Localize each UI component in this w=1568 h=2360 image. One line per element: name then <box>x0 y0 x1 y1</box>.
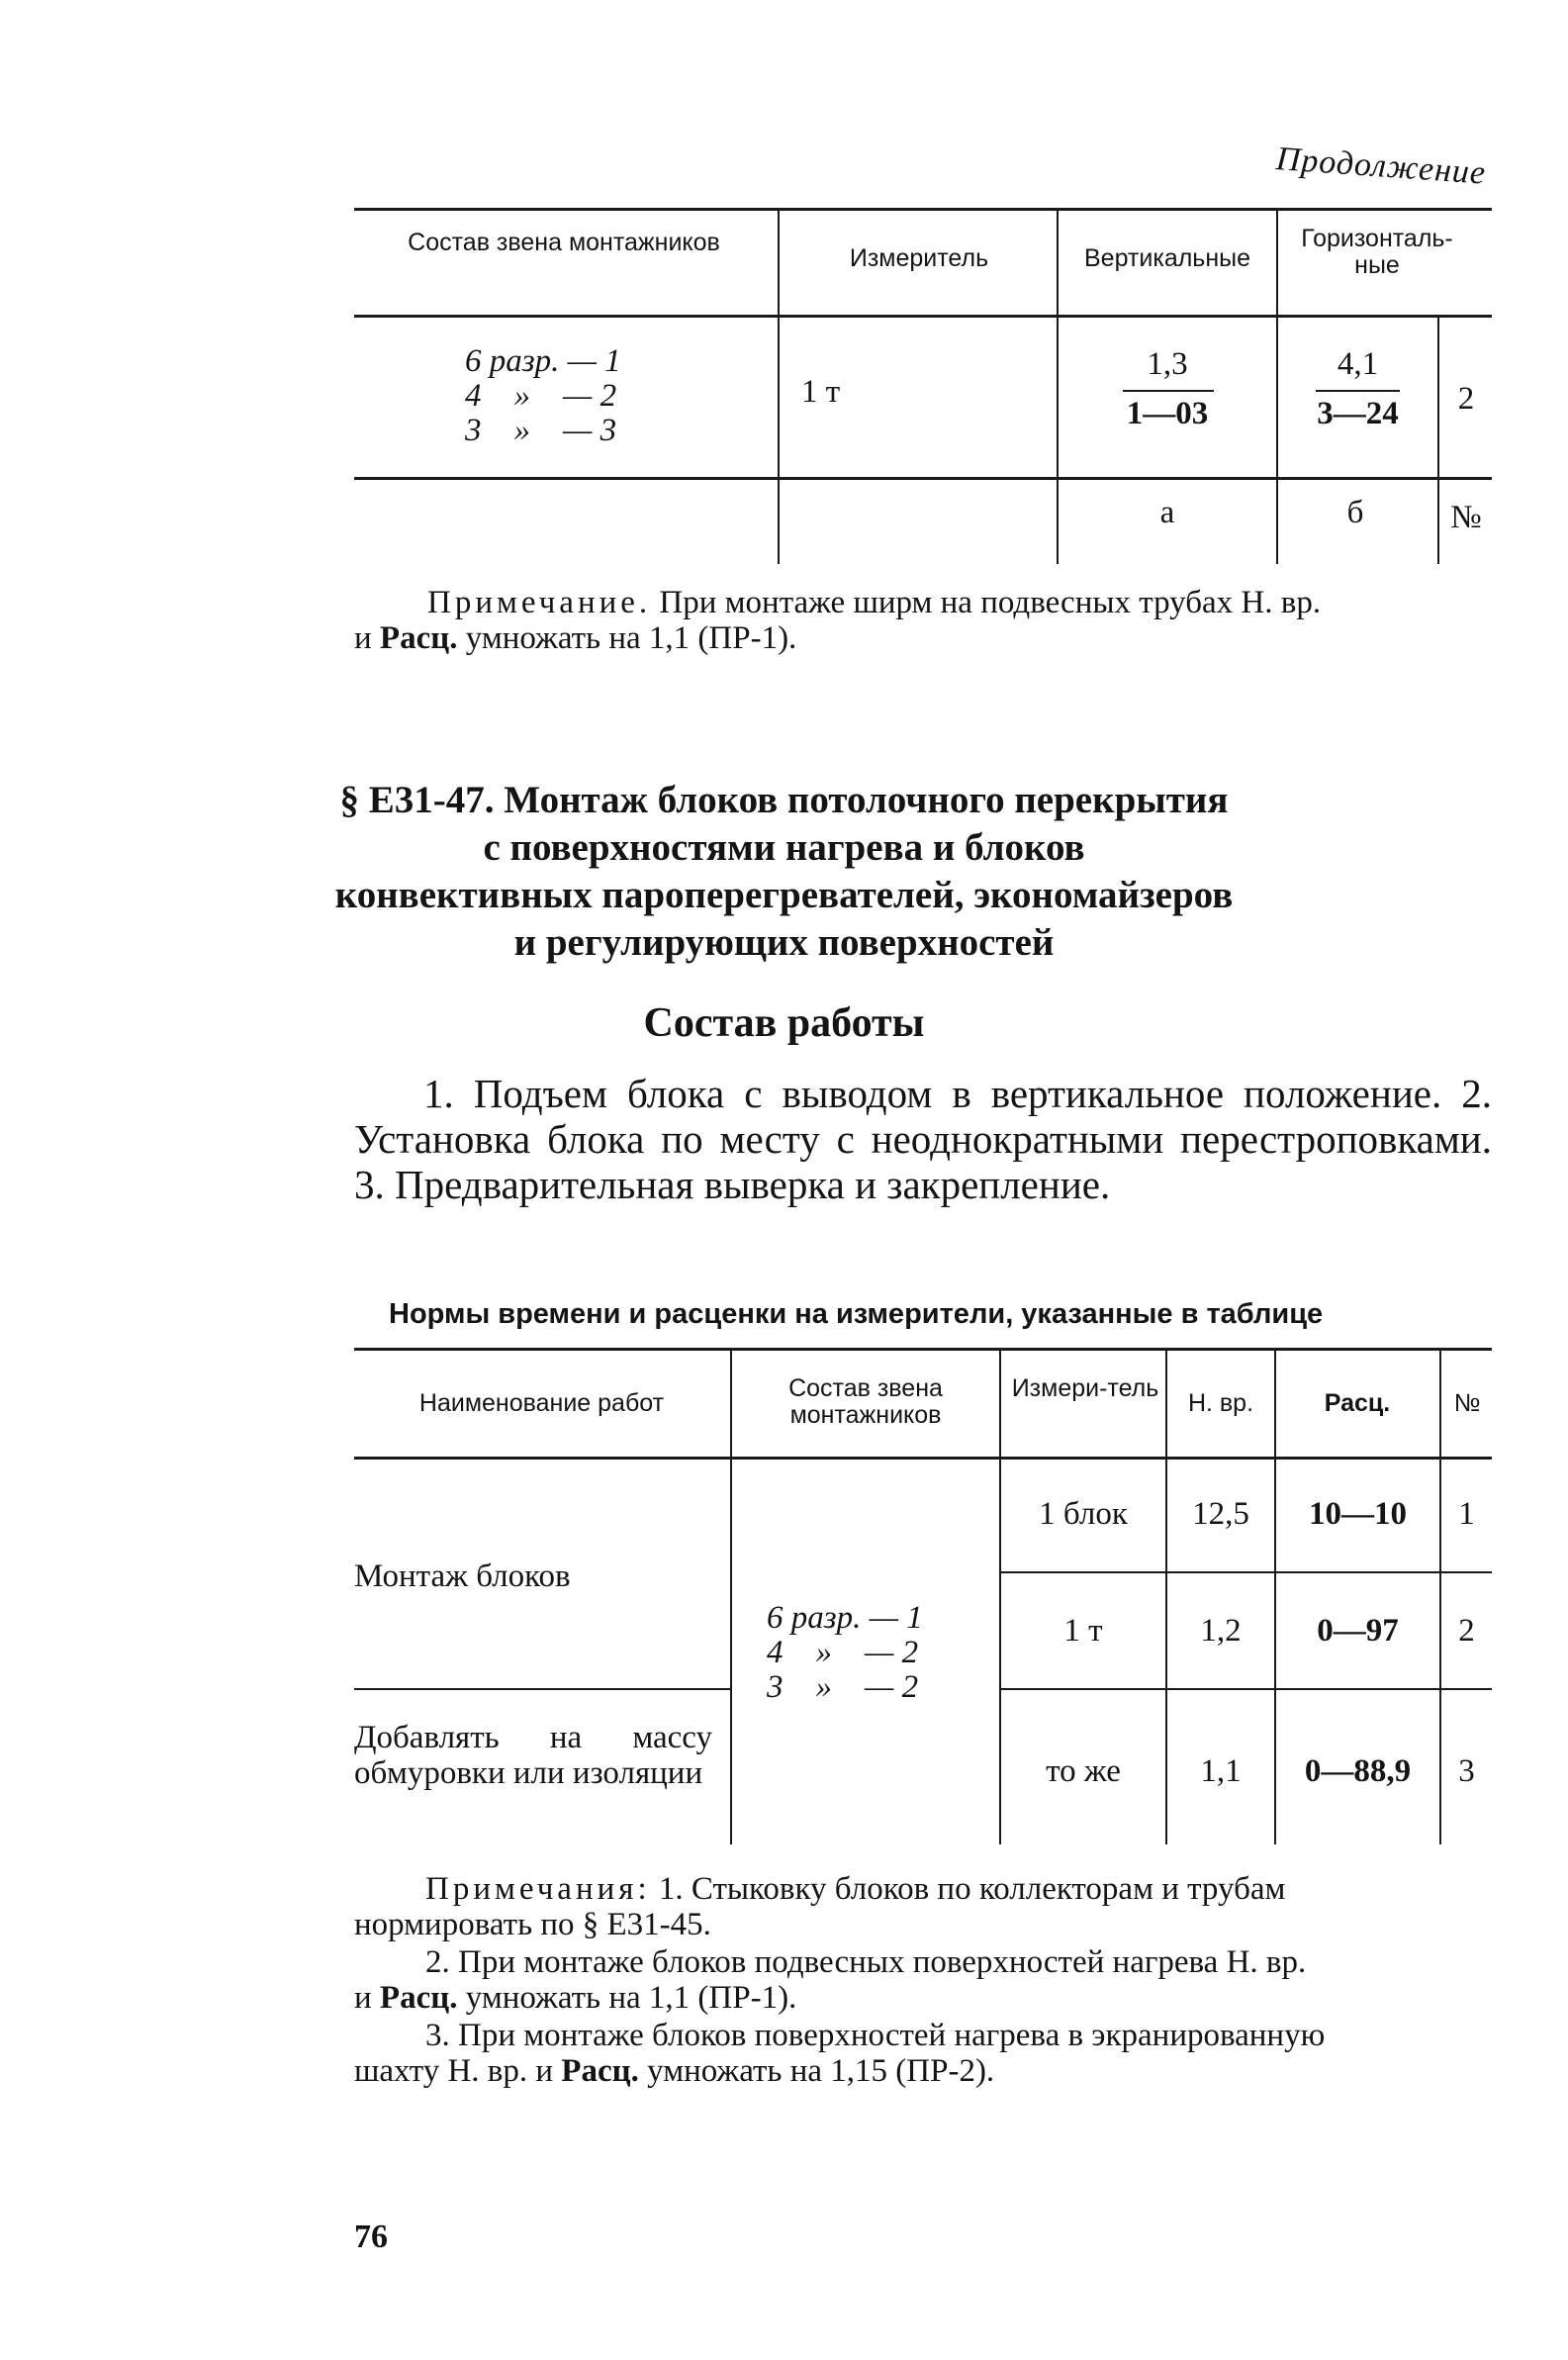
work-composition-title: Состав работы <box>643 1000 925 1046</box>
top-table-rule-body <box>354 477 1492 480</box>
top-table-rule-header <box>354 315 1492 318</box>
footer-no: № <box>1450 500 1482 535</box>
crew-line: 6 разр. — 1 <box>767 1600 923 1636</box>
note-label: Примечание. <box>427 585 652 620</box>
notes-line <box>354 1981 796 2015</box>
notes-line: 2. При монтаже блоков подвесных поверхностей нагрева Н. вр. <box>425 1944 1307 1980</box>
row-unit: 1 т <box>1063 1613 1103 1649</box>
note-bold: Расц. <box>561 2053 639 2089</box>
horizontal-h-vr: 4,1 <box>1337 346 1379 382</box>
row-unit: то же <box>1046 1753 1121 1789</box>
header-unit: Измери-тель <box>1011 1374 1159 1402</box>
top-table-col-line <box>778 210 780 564</box>
header-horizontal: Горизонталь-ные <box>1301 225 1453 279</box>
crew-line: 6 разр. — 1 <box>465 343 621 379</box>
norms-rule-row <box>999 1571 1492 1573</box>
row-number: 2 <box>1457 381 1475 417</box>
fraction-bar <box>1123 390 1214 392</box>
row-no: 1 <box>1458 1496 1475 1532</box>
notes-line <box>354 2054 994 2088</box>
section-title-line: с поверхностями нагрева и блоков <box>483 826 1085 869</box>
notes-label: Примечания: <box>425 1871 651 1907</box>
section-title-line: и регулирующих поверхностей <box>513 921 1055 964</box>
notes-line <box>425 1872 1285 1906</box>
row-h-vr: 1,2 <box>1200 1613 1242 1649</box>
section-title-line: конвективных пароперегревателей, экономайзеров <box>334 874 1234 916</box>
footer-a: а <box>1159 495 1175 530</box>
note-text: и <box>354 1980 372 2016</box>
norms-table-caption: Нормы времени и расценки на измерители, указанные в таблице <box>389 1298 1324 1330</box>
crew-line: 3 » — 2 <box>767 1669 919 1705</box>
norms-rule-header <box>354 1457 1492 1460</box>
crew-line: 4 » — 2 <box>465 378 617 414</box>
note-bold: Расц. <box>379 620 458 656</box>
section-title-line: § Е31-47. Монтаж блоков потолочного перекрытия <box>339 779 1229 821</box>
header-unit: Измеритель <box>849 244 989 272</box>
vertical-h-vr: 1,3 <box>1147 346 1188 382</box>
norms-rule-row <box>999 1688 1492 1690</box>
row-unit: 1 блок <box>1039 1496 1128 1532</box>
vertical-rasc: 1—03 <box>1126 396 1209 431</box>
note-text: умножать на 1,1 (ПР-1). <box>465 1980 797 2016</box>
page-number: 76 <box>354 2218 388 2255</box>
footer-b: б <box>1346 495 1364 530</box>
work-name: Добавлять на массу обмуровки или изоляции <box>354 1720 712 1791</box>
unit-value: 1 т <box>801 374 841 410</box>
notes-line: нормировать по § Е31-45. <box>354 1907 711 1942</box>
note-top-line1 <box>427 586 1321 619</box>
row-h-vr: 1,1 <box>1200 1753 1242 1789</box>
horizontal-rasc: 3—24 <box>1317 396 1399 431</box>
top-table-col-line <box>1276 210 1278 564</box>
note-text: и <box>354 620 372 656</box>
row-rasc: 10—10 <box>1309 1496 1407 1532</box>
note-top-line2 <box>354 621 796 655</box>
row-no: 3 <box>1458 1753 1475 1789</box>
note-bold: Расц. <box>379 1980 458 2016</box>
note-text: шахту Н. вр. и <box>354 2053 554 2089</box>
continued-label: Продолжение <box>1274 141 1488 192</box>
work-composition-text: 1. Подъем блока с выводом в вертикальное положение. 2. Установка блока по месту с неоднократными перестроповками. 3. Предварительная выверка и закрепление. <box>354 1071 1492 1207</box>
norms-rule-top <box>354 1348 1492 1351</box>
note-text: При монтаже ширм на подвесных трубах Н. вр. <box>659 585 1322 620</box>
row-rasc: 0—97 <box>1317 1613 1399 1649</box>
header-crew: Состав звена монтажников <box>788 1374 943 1429</box>
norms-col-line <box>730 1350 732 1844</box>
header-vertical: Вертикальные <box>1083 244 1251 272</box>
header-h-vr: Н. вр. <box>1187 1389 1254 1417</box>
note-text: 1. Стыковку блоков по коллекторам и трубам <box>658 1871 1286 1907</box>
row-rasc: 0—88,9 <box>1304 1753 1412 1789</box>
work-name: Монтаж блоков <box>354 1558 571 1594</box>
row-h-vr: 12,5 <box>1192 1496 1249 1532</box>
header-crew: Состав звена монтажников <box>408 229 720 256</box>
norms-rule-row <box>354 1688 730 1690</box>
crew-line: 4 » — 2 <box>767 1635 919 1670</box>
crew-line: 3 » — 3 <box>465 413 617 448</box>
fraction-bar <box>1316 390 1400 392</box>
top-table-rule-top <box>354 208 1492 211</box>
top-table-col-line <box>1437 317 1439 564</box>
note-text: умножать на 1,15 (ПР-2). <box>647 2053 995 2089</box>
note-text: умножать на 1,1 (ПР-1). <box>465 620 797 656</box>
header-no: № <box>1453 1389 1481 1417</box>
header-work-name: Наименование работ <box>418 1389 665 1417</box>
header-rasc: Расц. <box>1324 1389 1391 1417</box>
notes-line: 3. При монтаже блоков поверхностей нагрева в экранированную <box>425 2018 1326 2053</box>
row-no: 2 <box>1458 1613 1475 1649</box>
